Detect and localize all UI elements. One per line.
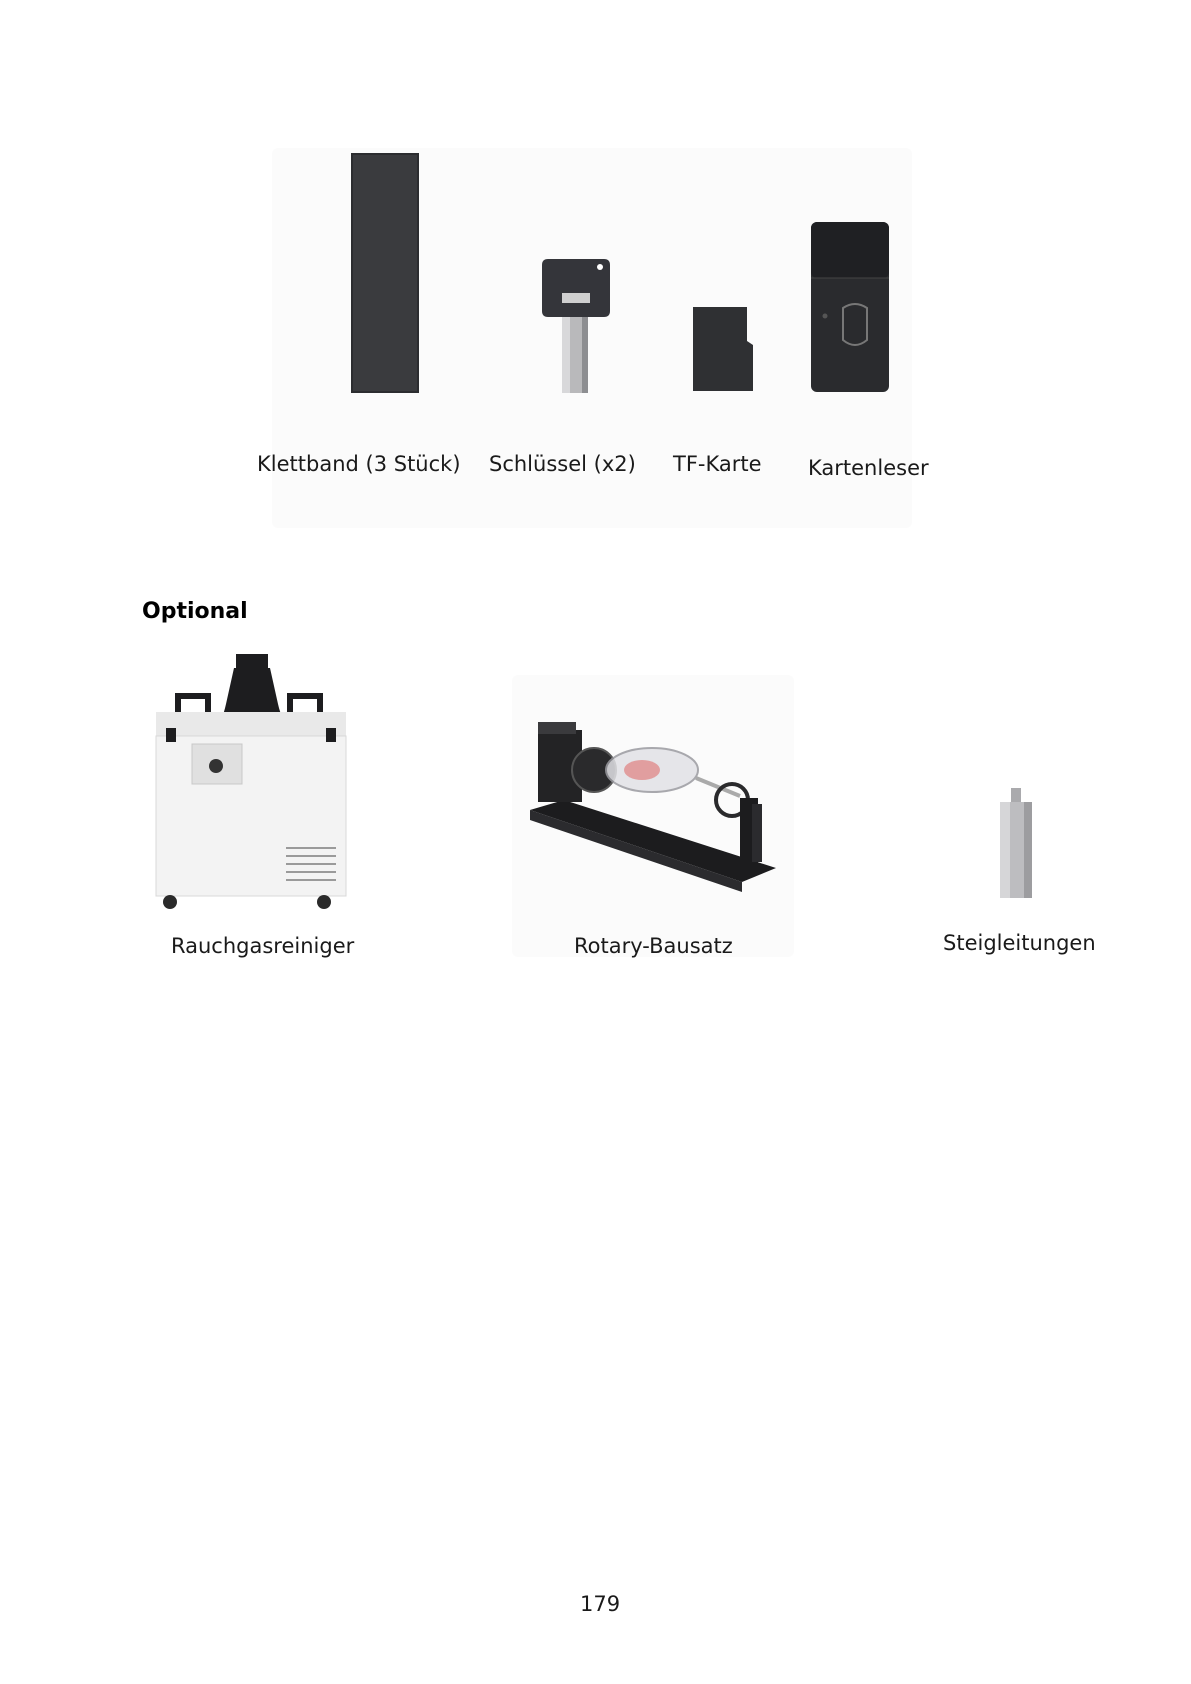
fume-purifier-icon [150, 652, 350, 922]
page-number: 179 [580, 1592, 621, 1616]
caption-tf-card: TF-Karte [673, 452, 762, 476]
rotary-kit-icon [524, 718, 780, 896]
caption-velcro-strap: Klettband (3 Stück) [257, 452, 461, 476]
caption-rotary-kit: Rotary-Bausatz [574, 934, 733, 958]
caption-card-reader: Kartenleser [808, 456, 929, 480]
card-reader-icon [809, 220, 891, 394]
caption-key: Schlüssel (x2) [489, 452, 636, 476]
caption-riser: Steigleitungen [943, 931, 1096, 955]
tf-card-icon [689, 305, 757, 393]
velcro-strap-icon [350, 152, 420, 394]
riser-icon [996, 786, 1036, 902]
optional-heading: Optional [142, 599, 248, 624]
key-icon [538, 255, 614, 395]
caption-fume-purifier: Rauchgasreiniger [171, 934, 355, 958]
